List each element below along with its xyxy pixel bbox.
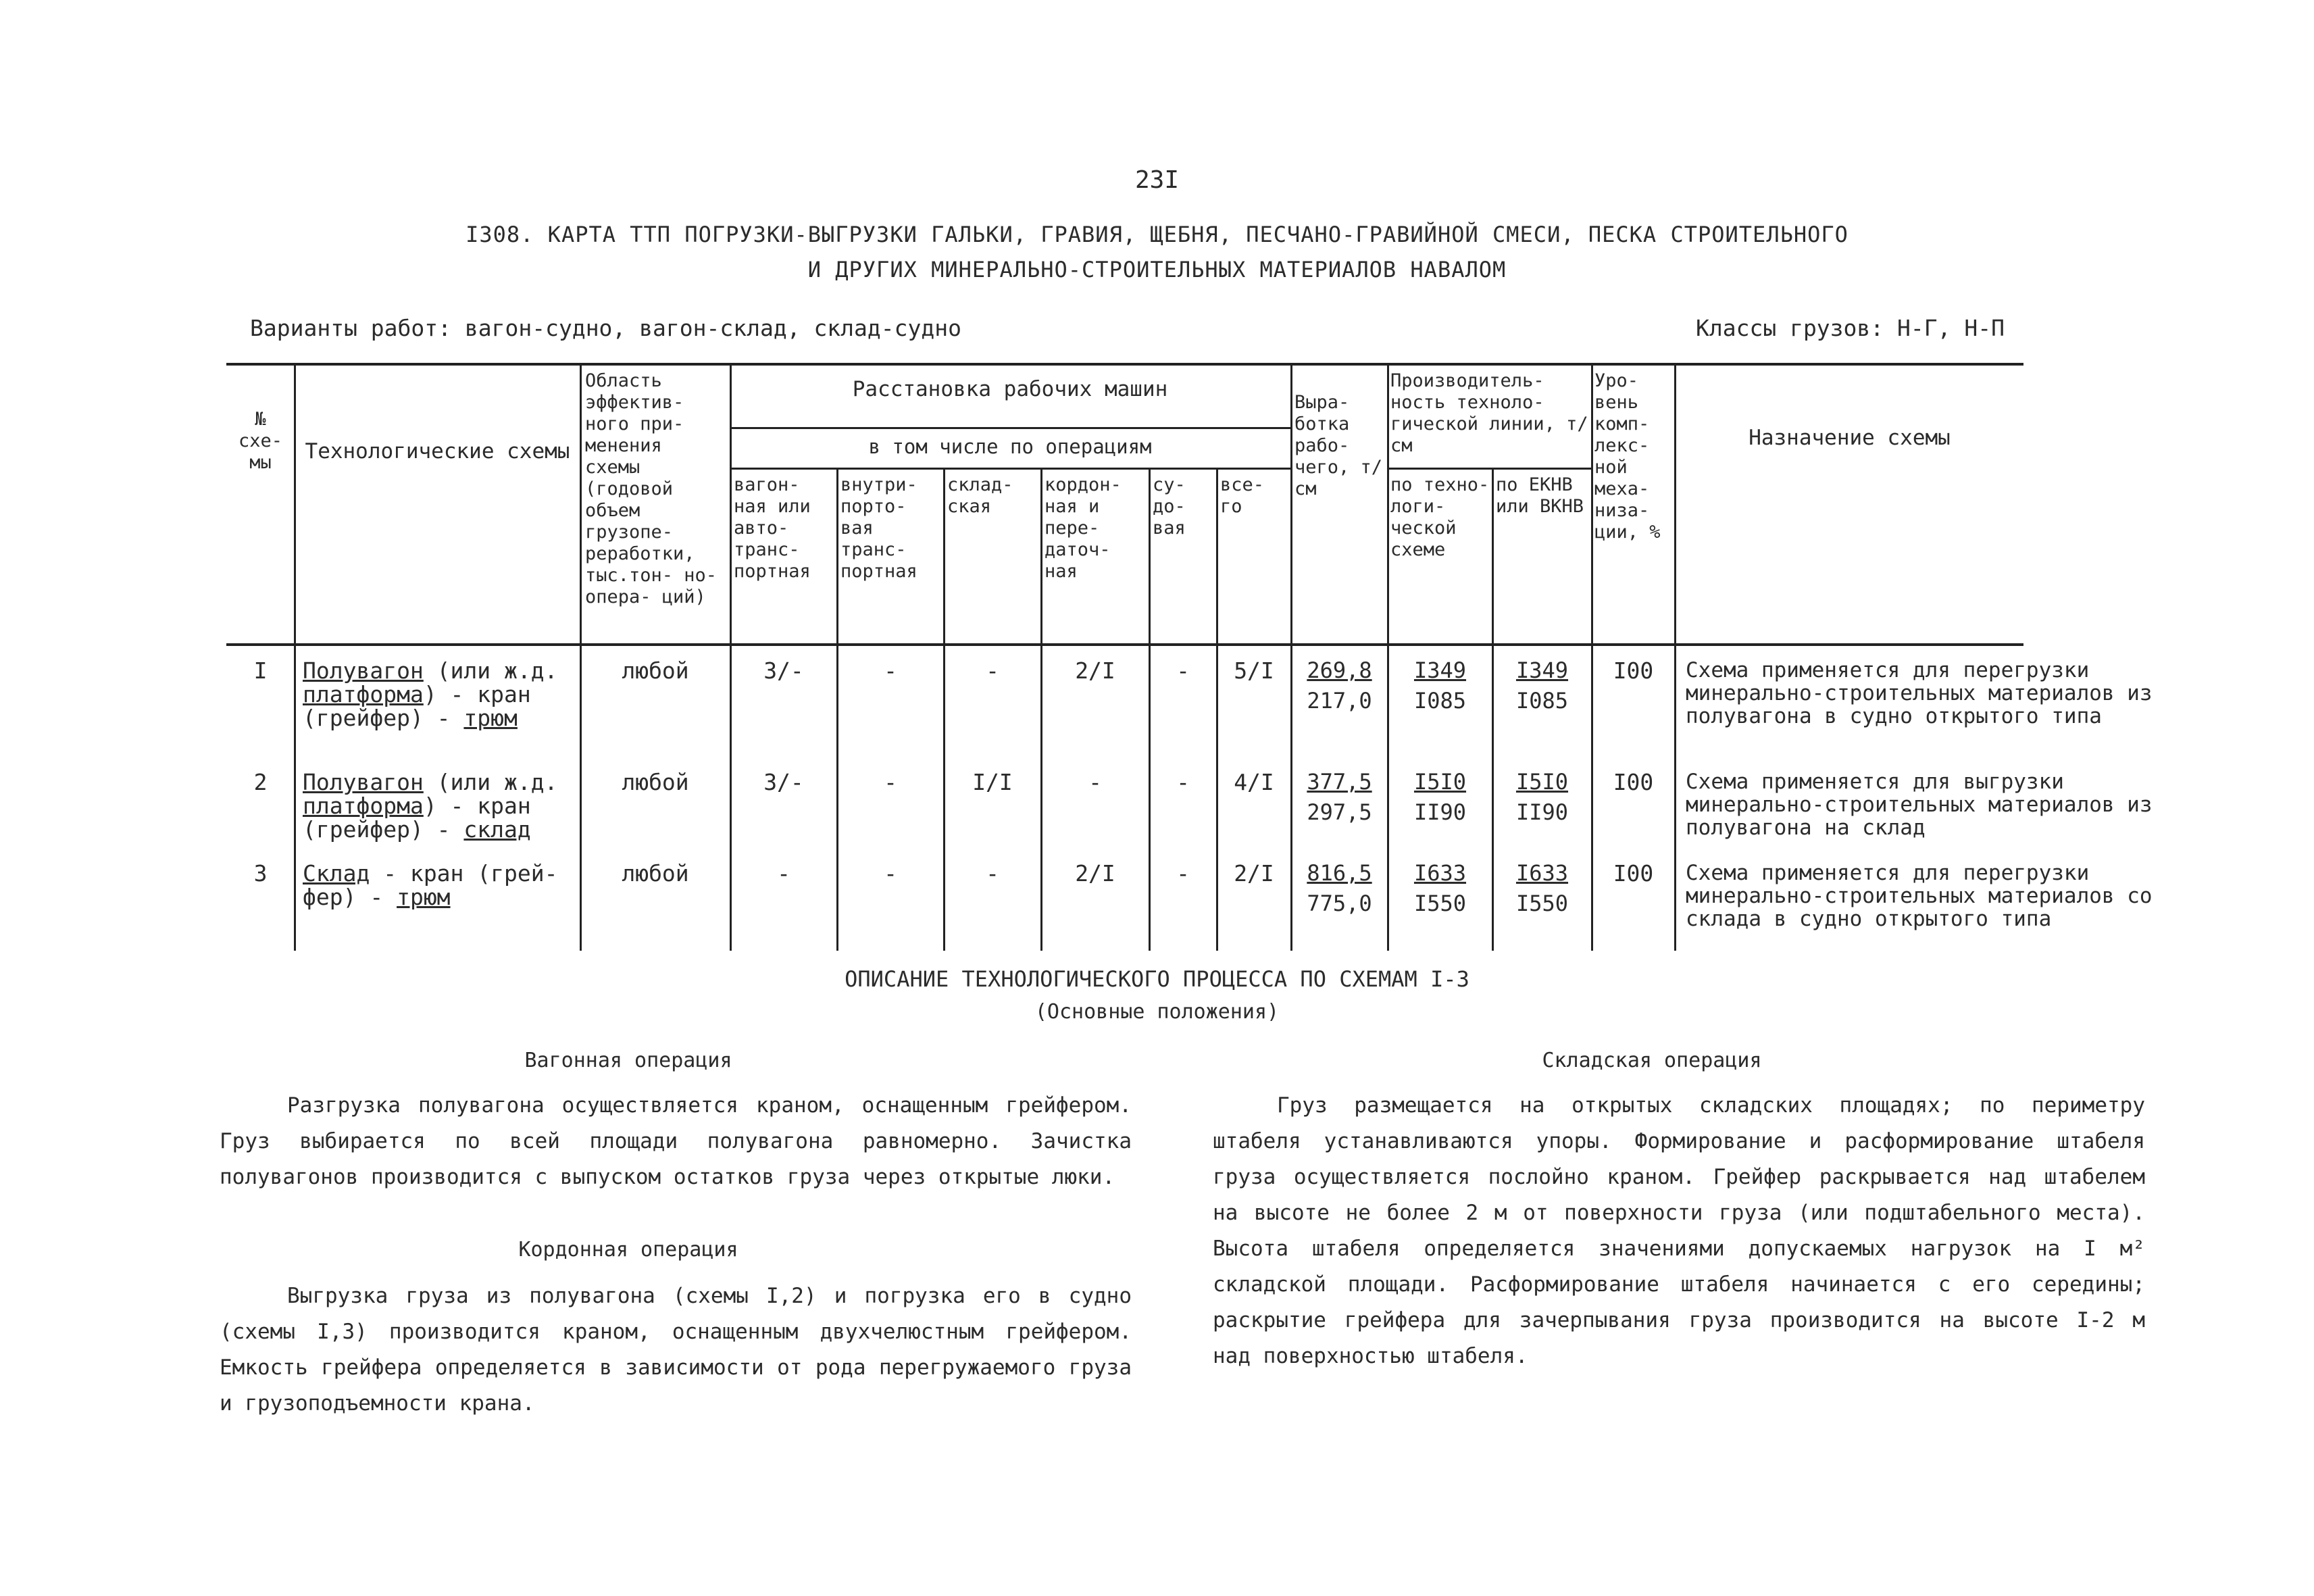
cordon-operation-title: Кордонная операция bbox=[518, 1238, 738, 1262]
row-mechanization: I00 bbox=[1613, 769, 1654, 795]
header-mechanization: Уро- вень комп- лекс- ной меха- низа- ции, % bbox=[1594, 370, 1661, 543]
header-by-eknv: по ЕКНВ или ВКНВ bbox=[1496, 474, 1584, 517]
row-output: $\frac{816,5}{775,0}$ bbox=[1307, 860, 1372, 916]
row-warehouse: - bbox=[986, 860, 999, 887]
row-warehouse: - bbox=[986, 657, 999, 684]
row-cordon: 2/I bbox=[1075, 860, 1115, 887]
row-ship: - bbox=[1176, 860, 1190, 887]
row-number: I bbox=[253, 657, 268, 684]
row-wagon: - bbox=[777, 860, 790, 887]
row-purpose: Схема применяется для перегрузки минерально-строительных материалов из полувагона в судно открытого типа bbox=[1686, 658, 2153, 728]
cordon-operation-text: Выгрузка груза из полувагона (схемы I,2) и погрузка его в судно (схемы I,3) производится краном, оснащенным двухчелюстным грейфером. Емкость грейфера определяется в зависимости от рода перегружаемого груза и грузоподъемности крана. bbox=[220, 1284, 1132, 1416]
row-output: $\frac{269,8}{217,0}$ bbox=[1307, 657, 1372, 714]
row-warehouse: I/I bbox=[972, 769, 1013, 795]
page-number: 23I bbox=[1134, 166, 1180, 194]
row-prod-eknv: $\frac{I349}{I085}$ bbox=[1515, 657, 1569, 714]
header-area: Область эффектив- ного при- менения схемы (годовой объем грузопе- реработки, тыс.тон- но-опера- ций) bbox=[585, 370, 718, 607]
row-output: $\frac{377,5}{297,5}$ bbox=[1307, 769, 1372, 825]
wagon-operation-text: Разгрузка полувагона осуществляется краном, оснащенным грейфером. Груз выбирается по всей площади полувагона равномерно. Зачистка полувагонов производится с выпуском остатков груза через открытые люки. bbox=[220, 1093, 1132, 1189]
header-warehouse: склад- ская bbox=[947, 474, 1013, 517]
header-placement: Расстановка рабочих машин bbox=[852, 377, 1168, 401]
cargo-classes: Классы грузов: Н-Г, Н-П bbox=[1696, 315, 2005, 341]
row-tech-scheme: Полувагон (или ж.д. платформа) - кран (грейфер) - трюм bbox=[303, 657, 558, 731]
row-total: 4/I bbox=[1234, 769, 1274, 795]
row-prod-scheme: $\frac{I5I0}{II90}$ bbox=[1413, 769, 1467, 825]
document-title-line2: И ДРУГИХ МИНЕРАЛЬНО-СТРОИТЕЛЬНЫХ МАТЕРИАЛОВ НАВАЛОМ bbox=[807, 257, 1507, 282]
document-title-line1: I308. КАРТА ТТП ПОГРУЗКИ-ВЫГРУЗКИ ГАЛЬКИ, ГРАВИЯ, ЩЕБНЯ, ПЕСЧАНО-ГРАВИЙНОЙ СМЕСИ, ПЕСКА СТРОИТЕЛЬНОГО bbox=[466, 222, 1848, 247]
row-number: 3 bbox=[253, 860, 268, 887]
row-area: любой bbox=[622, 860, 689, 887]
header-productivity: Производитель- ность техноло- гической линии, т/см bbox=[1390, 370, 1588, 456]
description-title: ОПИСАНИЕ ТЕХНОЛОГИЧЕСКОГО ПРОЦЕССА ПО СХЕМАМ I-3 bbox=[845, 966, 1469, 992]
row-area: любой bbox=[622, 657, 689, 684]
row-mechanization: I00 bbox=[1613, 860, 1654, 887]
header-total: все- го bbox=[1220, 474, 1265, 517]
row-prod-scheme: $\frac{I633}{I550}$ bbox=[1413, 860, 1467, 916]
row-mechanization: I00 bbox=[1613, 657, 1654, 684]
wagon-operation-title: Вагонная операция bbox=[524, 1049, 732, 1072]
row-inner: - bbox=[884, 769, 897, 795]
row-ship: - bbox=[1176, 657, 1190, 684]
header-purpose: Назначение схемы bbox=[1749, 426, 1951, 450]
row-purpose: Схема применяется для перегрузки минерально-строительных материалов со склада в судно открытого типа bbox=[1686, 861, 2153, 931]
row-prod-eknv: $\frac{I633}{I550}$ bbox=[1515, 860, 1569, 916]
row-cordon: 2/I bbox=[1075, 657, 1115, 684]
row-prod-eknv: $\frac{I5I0}{II90}$ bbox=[1515, 769, 1569, 825]
row-inner: - bbox=[884, 860, 897, 887]
header-scheme-number: № схе- мы bbox=[238, 409, 283, 473]
row-cordon: - bbox=[1088, 769, 1102, 795]
row-ship: - bbox=[1176, 769, 1190, 795]
row-number: 2 bbox=[253, 769, 268, 795]
warehouse-operation-title: Складская операция bbox=[1542, 1049, 1762, 1072]
header-by-operations: в том числе по операциям bbox=[868, 435, 1152, 458]
header-tech-schemes: Технологические схемы bbox=[305, 439, 570, 464]
header-ship: су- до- вая bbox=[1153, 474, 1186, 539]
header-wagon: вагон- ная или авто- транс- портная bbox=[734, 474, 811, 582]
row-wagon: 3/- bbox=[763, 657, 804, 684]
row-area: любой bbox=[622, 769, 689, 795]
header-by-scheme: по техно- логи- ческой схеме bbox=[1390, 474, 1490, 560]
row-tech-scheme: Полувагон (или ж.д. платформа) - кран (грейфер) - склад bbox=[303, 769, 558, 843]
row-prod-scheme: $\frac{I349}{I085}$ bbox=[1413, 657, 1467, 714]
work-variants: Варианты работ: вагон-судно, вагон-склад, склад-судно bbox=[250, 315, 961, 341]
row-inner: - bbox=[884, 657, 897, 684]
header-output: Выра- ботка рабо- чего, т/см bbox=[1294, 392, 1383, 499]
row-total: 2/I bbox=[1234, 860, 1274, 887]
row-wagon: 3/- bbox=[763, 769, 804, 795]
row-total: 5/I bbox=[1234, 657, 1274, 684]
header-inner: внутри- порто- вая транс- портная bbox=[840, 474, 917, 582]
header-cordon: кордон- ная и пере- даточ- ная bbox=[1045, 474, 1122, 582]
row-purpose: Схема применяется для выгрузки минерально-строительных материалов из полувагона на склад bbox=[1686, 770, 2153, 840]
row-tech-scheme: Склад - кран (грей- фер) - трюм bbox=[303, 860, 558, 910]
warehouse-operation-text: Груз размещается на открытых складских площадях; по периметру штабеля устанавливаются упоры. Формирование и расформирование штабеля груза осуществляется поcлойно краном. Грейфер раскрывается над штабелем на высоте не более 2 м от поверхности груза (или подштабельного места). Высота штабеля определяется значениями допускаемых нагрузок на I м² складской площади. Расформирование штабеля начинается с его середины; раскрытие грейфера для зачерпывания груза производится на высоте I-2 м над поверхностью штабеля. bbox=[1213, 1093, 2145, 1368]
description-subtitle: (Основные положения) bbox=[1034, 1000, 1280, 1024]
